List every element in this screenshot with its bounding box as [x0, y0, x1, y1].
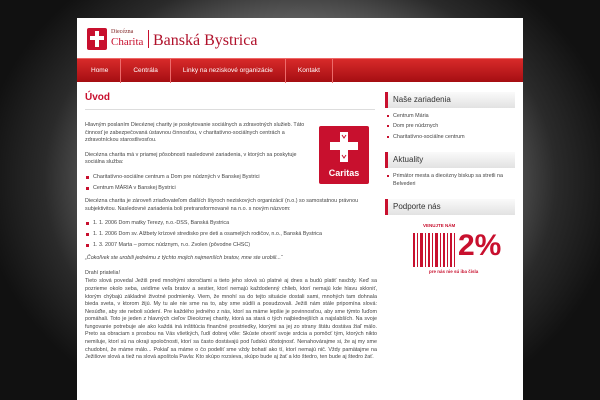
nav-links[interactable]: Linky na neziskové organizácie	[171, 59, 286, 83]
main-navigation	[77, 58, 523, 82]
logo-text[interactable]	[111, 29, 143, 48]
banner-top-text: VENUJTE NÁM	[423, 223, 456, 229]
organizations-list	[85, 220, 377, 249]
site-header	[77, 18, 523, 58]
banner-bottom-text: pre nás nie sú iba čísla	[429, 269, 479, 275]
charita-cross-icon[interactable]	[87, 28, 107, 50]
facilities-paragraph: Diecézna charita má v priamej pôsobnosti nasledovné zariadenia, v ktorých sa poskytuje sociálna služba:	[85, 151, 297, 166]
logo-big-text: Charita	[111, 36, 144, 48]
page-container	[77, 18, 523, 400]
nav-home[interactable]: Home	[85, 59, 121, 83]
page-title: Úvod	[85, 92, 375, 110]
greeting: Drahí priatelia!	[85, 269, 121, 276]
two-percent-banner[interactable]	[385, 221, 515, 291]
sidebar-heading-support: Podporte nás	[385, 199, 515, 215]
sidebar	[385, 92, 515, 291]
site-title: Banská Bystrica	[153, 32, 258, 49]
news-links	[385, 173, 515, 191]
list-item: Charitatívno-sociálne centrum a Dom pre núdzných v Banskej Bystrici	[85, 174, 377, 182]
list-item: 1. 1. 2006 Dom sv. Alžbety krízové stredisko pre deti a osamelých rodičov, n.o., Banská Bystrica	[85, 231, 377, 239]
sidebar-link-centrum[interactable]: Charitatívno-sociálne centrum	[385, 134, 515, 144]
barcode-icon	[413, 233, 459, 267]
organizations-paragraph: Diecézna charita je zároveň zriaďovateľom ďalších štyroch neziskových organizácií (n.o.) so samostatnou právnou subjektivitou. Nasledovné zariadenia boli pretransformované na n.o. s novým názvom:	[85, 198, 359, 212]
list-item: 1. 3. 2007 Marta – pomoc núdznym, n.o. Zvolen (pôvodne CHSC)	[85, 242, 377, 250]
quote: „Čokoľvek ste urobili jednému z týchto mojich najmenších bratov, mne ste urobili...“	[85, 255, 283, 262]
list-item: Centrum MÁRIA v Banskej Bystrici	[85, 185, 377, 193]
facilities-links	[385, 113, 515, 144]
sidebar-link-dom[interactable]: Dom pre núdznych	[385, 123, 515, 133]
body-text: Tieto slová povedal Ježiš pred mnohými storočiami a tieto jeho slová sú platné aj dnes a budú platiť navždy. Keď sa pozrieme okolo seba, uvidíme veľa bratov a sestier, ktorí nemajú každodenný chlieb, ktorí nemajú kde hlavu skloniť, ktorým chýbajú základné životné podmienky. Viem, že mnohí sa do tejto situácie dostali sami, mnohých tam dohnala bieda sveta, v ktorom žijú. My tu ale nie sme na to, aby sme súdili a posudzovali. Ježiš nám stále pripomína slová: Nesúďte, aby ste neboli súdení. Pre každého jedného z nás, ktorí sa máme lepšie je povinnosťou, aby sme týmto ľuďom pomáhali. Toto je jeden z hlavných cieľov Diecéznej charity, ktorá sa stará o tých najbiednejších a najslabších. Na svoje fungovanie potrebuje ale ako každá iná inštitúcia finančné prostriedky, ktorými sa jej zo strany štátu dostáva žiaľ málo. Preto sa obraciam s prosbou na Vás všetkých, ľudí dobrej vôle: Skúste otvoriť svoje srdcia a pomôcť tým, ktorých nikto nemiluje, ktorí sú na okraji spoločnosti, ktorí sa často dostávajú pod ľudskú dôstojnosť. Nenahovárajme si, že aj my sme chudobní, že máme málo... Pokiaľ sa máme o čo podeliť sme vždy bohatí ako tí, ktorí nemajú nič. Vždy pamätajme na Ježišove slová a tiež na slová apoštola Pavla: Kto skúpo rozsieva, skúpo bude aj žať a kto štedro, ten bude aj štedro žať.	[85, 278, 377, 361]
list-item: 1. 1. 2006 Dom matky Terezy, n.o.-DSS, Banská Bystrica	[85, 220, 377, 228]
logo-separator	[148, 30, 149, 48]
caritas-label: Caritas	[328, 168, 360, 178]
banner-percent: 2%	[458, 229, 502, 263]
nav-centrala[interactable]: Centrála	[121, 59, 171, 83]
intro-paragraph: Hlavným poslaním Diecéznej charity je poskytovanie sociálnych a zdravotných služieb. Táto činnosť je zabezpečovaná ústavnou činnosťou, v charitatívno-sociálnych centrách a zdravotníckou starostlivosťou.	[85, 122, 305, 144]
nav-contact[interactable]: Kontakt	[286, 59, 333, 83]
news-item[interactable]: Primátor mesta a diecézny biskup sa stretli na Belvederi	[385, 173, 515, 191]
caritas-cross-icon	[327, 130, 361, 164]
sidebar-link-centrum-maria[interactable]: Centrum Mária	[385, 113, 515, 123]
main-content	[77, 92, 377, 400]
sidebar-heading-news: Aktuality	[385, 152, 515, 168]
sidebar-heading-facilities: Naše zariadenia	[385, 92, 515, 108]
logo-small-text: Diecézna	[111, 29, 134, 35]
